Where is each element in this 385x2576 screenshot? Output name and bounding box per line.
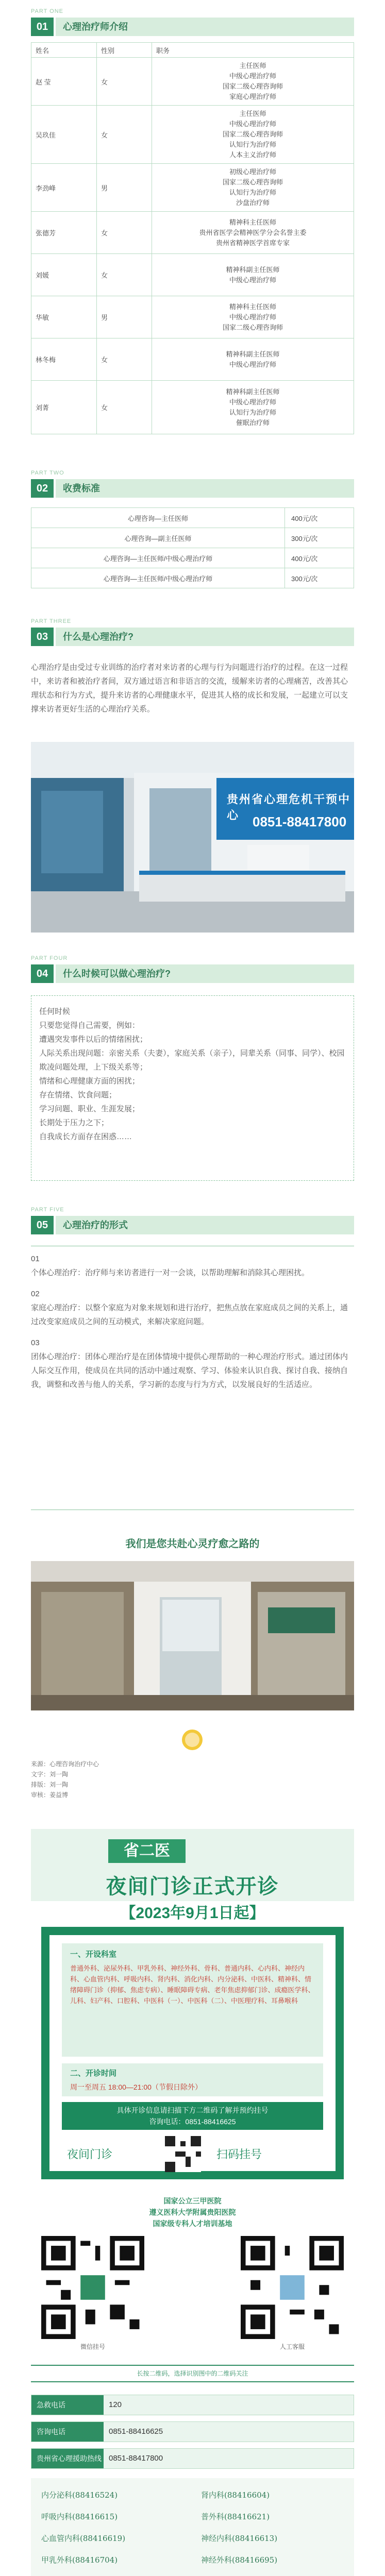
qr-divider: 长按二维码，选择识别图中的二维码关注: [31, 2365, 354, 2382]
qr-code-icon[interactable]: [165, 2136, 201, 2172]
hospital-line-1: 国家公立三甲医院: [163, 2197, 222, 2205]
section-header-3: [31, 618, 354, 646]
section-en: PART TWO: [31, 470, 64, 476]
reception-illustration: [31, 742, 354, 933]
corridor-illustration: [31, 1561, 354, 1710]
hours-box: 二、开诊时间 周一至周五 18:00—21:00（节假日除外）: [62, 2063, 323, 2096]
sign-hospital: 贵州省心理危机干预中心: [227, 793, 351, 822]
table-row: 张德芳 女 精神科主任医师 贵州省医学会精神医学分会名誉主委 贵州省精神医学首席专家: [31, 212, 354, 254]
reception-photo: [31, 742, 354, 933]
qr-left-caption: 微信挂号: [80, 2343, 105, 2350]
table-row: 华敏 男 精神科主任医师 中级心理治疗师 国家二级心理咨询师: [31, 296, 354, 338]
department-phone-list: 内分泌科(88416524) 肾内科(88416604) 呼吸内科(88416615) 普外科(88416621) 心血管内科(88416619) 神经内科(88416613) 甲乳外科(88416704) 神经外科(88416695): [31, 2478, 354, 2576]
poster-label-left: 夜间门诊: [67, 2148, 113, 2161]
section-header-2: [31, 470, 354, 498]
hospital-line-3: 国家级专科人才培训基地: [153, 2219, 232, 2228]
sign-phone: 0851-88417800: [253, 814, 347, 829]
section-number: 01: [31, 18, 54, 36]
doctors-table: [31, 42, 354, 434]
col-header-gender: 性别: [97, 43, 152, 58]
wechat-register-qr[interactable]: [41, 2236, 144, 2339]
section-header-5: [31, 1207, 354, 1234]
col-header-name: 姓名: [31, 43, 97, 58]
poster-date: 【2023年9月1日起】: [120, 1905, 265, 1922]
fees-table: [31, 507, 354, 588]
table-row: 林冬梅 女 精神科副主任医师 中级心理治疗师: [31, 338, 354, 381]
section-en: PART ONE: [31, 8, 64, 14]
hospital-line-2: 遵义医科大学附属贵阳医院: [149, 2208, 236, 2216]
table-row: 心理咨询—主任医师 400元/次: [31, 508, 354, 528]
section-en: PART FIVE: [31, 1207, 64, 1213]
customer-service-qr[interactable]: [241, 2236, 344, 2339]
depts-box: 一、开设科室 普通外科、泌尿外科、甲乳外科、神经外科、骨科、普通内科、心内科、神经内科、心血管内科、呼吸内科、肾内科、消化内科、内分泌科、中医科、精神科、情绪障碍门诊（抑郁、焦虑专病）、睡眠障碍专病、老年焦虑抑郁门诊、成瘾医学科、儿科、妇产科、口腔科、中医科（一）、中医科（二）、中医理疗科、耳鼻喉科: [62, 1943, 323, 2057]
s4-list: 任何时候 只要您觉得自己需要，例如： 遭遇突发事件以后的情绪困扰； 人际关系出现问题：亲密关系（夫妻），家庭关系（亲子），同辈关系（同事、同学）、校园欺凌问题处理，上下级关系等； 情绪和心理健康方面的困扰； 存在情绪、饮食问题； 学习问题、职业、生涯发展； 长期处于压力之下； 自我成长方面存在困惑……: [39, 1007, 345, 1141]
gallery-title: 我们是您共赴心灵疗愈之路的: [125, 1538, 260, 1550]
section-en: PART THREE: [31, 618, 72, 624]
section-title: 什么是心理治疗?: [63, 632, 133, 642]
qr-right-caption: 人工客服: [279, 2343, 305, 2350]
poster-brand: 省二医: [124, 1842, 170, 1859]
section-title: 收费标准: [63, 483, 100, 494]
table-row: 刘媛 女 精神科副主任医师 中级心理治疗师: [31, 254, 354, 296]
section-number: 02: [31, 479, 54, 498]
table-row: 心理咨询—主任医师/中级心理治疗师 400元/次: [31, 548, 354, 568]
section-title: 心理治疗师介绍: [63, 22, 128, 32]
s3-paragraph: 心理治疗是由受过专业训练的治疗者对来访者的心理与行为问题进行治疗的过程。在这一过程中，来访者和被治疗者间，双方通过语言和非语言的交流，缓解来访者的心理痛苦，改善其心理状态和行为方式，提升来访者的心理健康水平，促进其人格的成长和发展，一起建立可以支撑来访者更好生活的心理治疗关系。: [31, 663, 348, 714]
contact-row-emergency: 急救电话 120: [31, 2395, 354, 2415]
contact-row-hotline: 贵州省心理援助热线 0851-88417800: [31, 2448, 354, 2469]
section-number: 04: [31, 964, 54, 983]
table-row: 李劲峰 男 初级心理治疗师 国家二级心理咨询师 认知行为治疗师 沙盘治疗师: [31, 164, 354, 212]
night-clinic-poster: [31, 1829, 354, 2190]
poster-label-right: 扫码挂号: [216, 2148, 262, 2161]
section-header-1: [31, 8, 354, 36]
section-title: 心理治疗的形式: [63, 1220, 128, 1230]
section-header-4: [31, 955, 354, 983]
section-number: 05: [31, 1216, 54, 1234]
section-title: 什么时候可以做心理治疗?: [63, 969, 171, 979]
section-en: PART FOUR: [31, 955, 68, 961]
col-header-title: 职务: [152, 43, 354, 58]
register-box: 具体开诊信息请扫描下方二维码了解并预约挂号 咨询电话：0851-88416625: [62, 2102, 323, 2130]
table-row: 赵 莹 女 主任医师 中级心理治疗师 国家二级心理咨询师 家庭心理治疗师: [31, 58, 354, 106]
table-row: 刘菁 女 精神科副主任医师 中级心理治疗师 认知行为治疗师 催眠治疗师: [31, 381, 354, 434]
corridor-photo: [31, 1561, 354, 1710]
credits: 来源：心理咨询治疗中心 文字：刘一陶 排版：刘一陶 审核：姜益博: [31, 1760, 99, 1799]
section-number: 03: [31, 628, 54, 646]
poster-headline: 夜间门诊正式开诊: [106, 1875, 279, 1898]
end-badge-icon: [181, 1729, 203, 1751]
s5-paragraphs: 01 个体心理治疗：治疗师与来访者进行一对一会谈，以帮助理解和消除其心理困扰。 02 家庭心理治疗：以整个家庭为对象来规划和进行治疗，把焦点放在家庭成员之间的关系上，通过改变家庭成员之间的互动模式，来解决家庭问题。 03 团体心理治疗：团体心理治疗是在团体情境中提供心理帮助的一种心理治疗形式。通过团体内人际交互作用，使成员在共同的活动中通过观察、学习、体验来认识自我、探讨自我、接纳自我，调整和改善与他人的关系，学习新的态度与行为方式，以发展良好的生活适应。: [31, 1255, 348, 1389]
contact-row-consult: 咨询电话 0851-88416625: [31, 2421, 354, 2442]
table-row: 心理咨询—副主任医师 300元/次: [31, 528, 354, 548]
table-row: 吴玖佳 女 主任医师 中级心理治疗师 国家二级心理咨询师 认知行为治疗师 人本主义治疗师: [31, 106, 354, 164]
table-row: 心理咨询—主任医师/中级心理治疗师 300元/次: [31, 568, 354, 588]
